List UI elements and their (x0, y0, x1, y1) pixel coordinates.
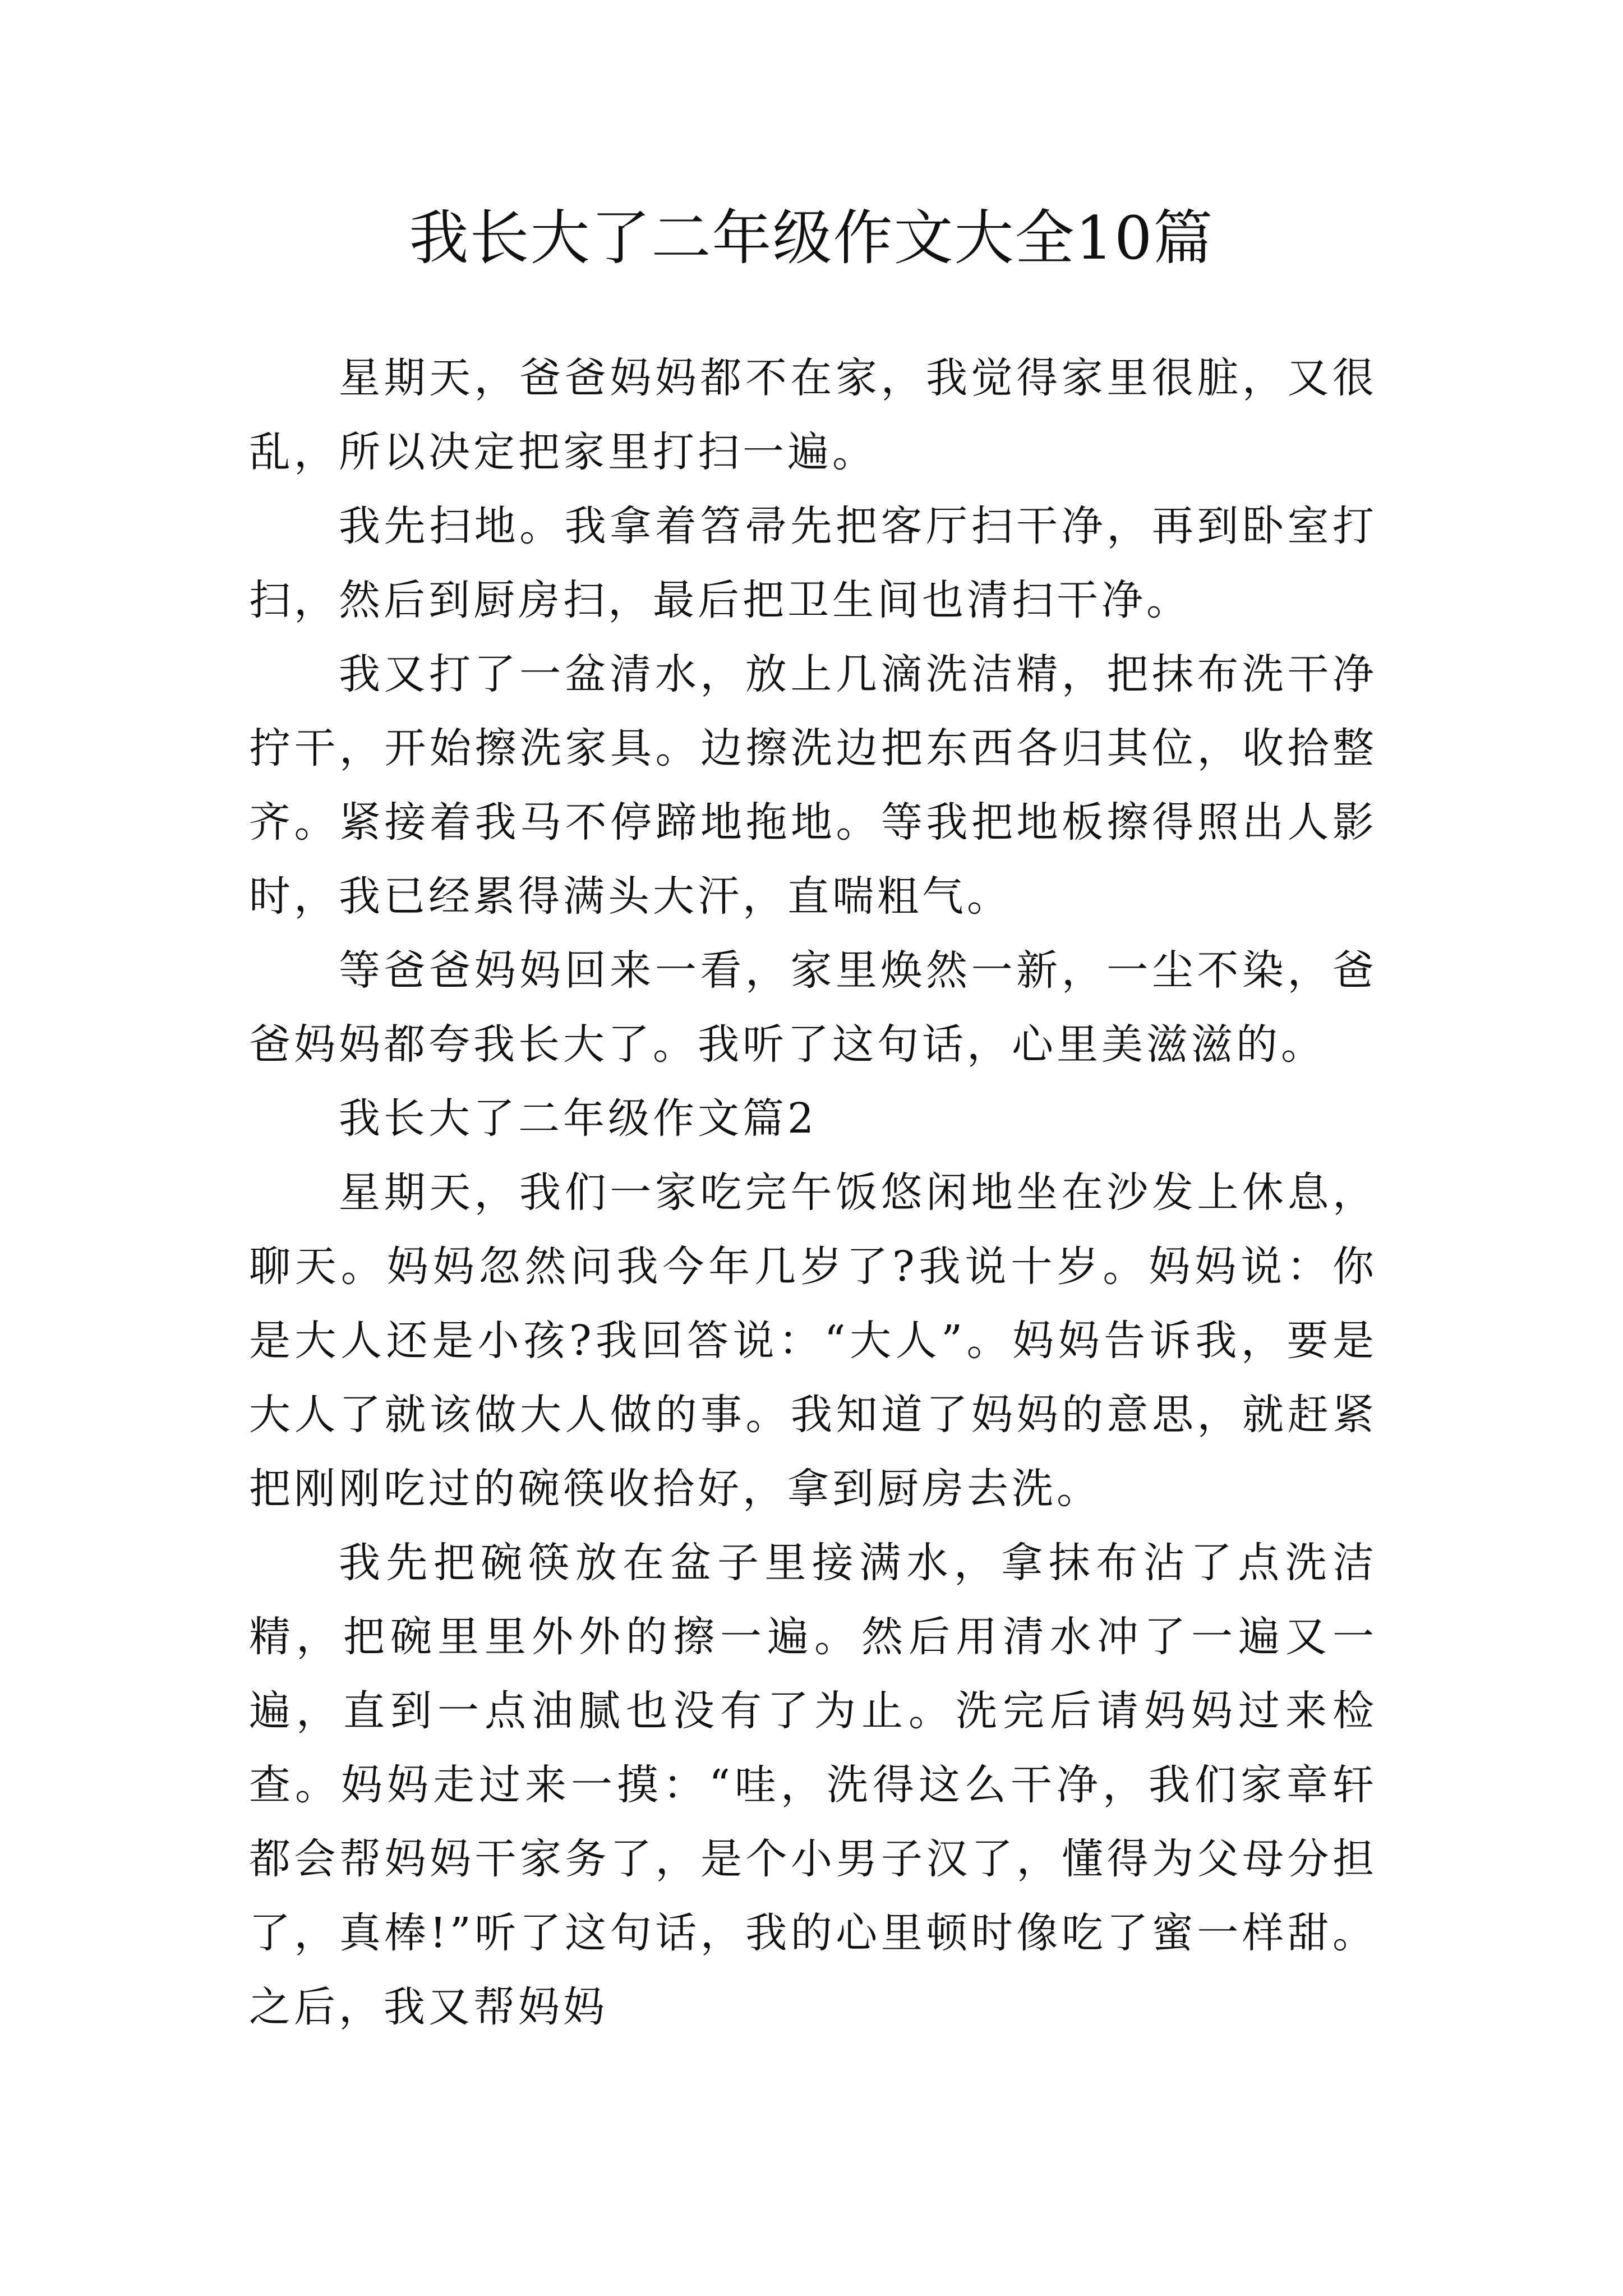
paragraph-5: 星期天，我们一家吃完午饭悠闲地坐在沙发上休息，聊天。妈妈忽然问我今年几岁了?我说十岁。妈妈说：你是大人还是小孩?我回答说：“大人”。妈妈告诉我，要是大人了就该做大人做的事。我知道了妈妈的意思，就赶紧把刚刚吃过的碗筷收拾好，拿到厨房去洗。 (249, 1168, 1377, 1513)
paragraph-1: 星期天，爸爸妈妈都不在家，我觉得家里很脏，又很乱，所以决定把家里打扫一遍。 (249, 354, 1377, 476)
document-title: 我长大了二年级作文大全10篇 (409, 204, 1214, 273)
section-heading-2: 我长大了二年级作文篇2 (339, 1094, 818, 1143)
paragraph-4: 等爸爸妈妈回来一看，家里焕然一新，一尘不染，爸爸妈妈都夸我长大了。我听了这句话，心里美滋滋的。 (249, 946, 1377, 1069)
paragraph-6: 我先把碗筷放在盆子里接满水，拿抹布沾了点洗洁精，把碗里里外外的擦一遍。然后用清水冲了一遍又一遍，直到一点油腻也没有了为止。洗完后请妈妈过来检查。妈妈走过来一摸：“哇，洗得这么干净，我们家章轩都会帮妈妈干家务了，是个小男子汉了，懂得为父母分担了，真棒!”听了这句话，我的心里顿时像吃了蜜一样甜。之后，我又帮妈妈 (249, 1539, 1377, 2031)
paragraph-3: 我又打了一盆清水，放上几滴洗洁精，把抹布洗干净拧干，开始擦洗家具。边擦洗边把东西各归其位，收拾整齐。紧接着我马不停蹄地拖地。等我把地板擦得照出人影时，我已经累得满头大汗，直喘粗气。 (249, 650, 1377, 921)
paragraph-2: 我先扫地。我拿着笤帚先把客厅扫干净，再到卧室打扫，然后到厨房扫，最后把卫生间也清扫干净。 (249, 502, 1377, 624)
document-body (249, 341, 1377, 2044)
